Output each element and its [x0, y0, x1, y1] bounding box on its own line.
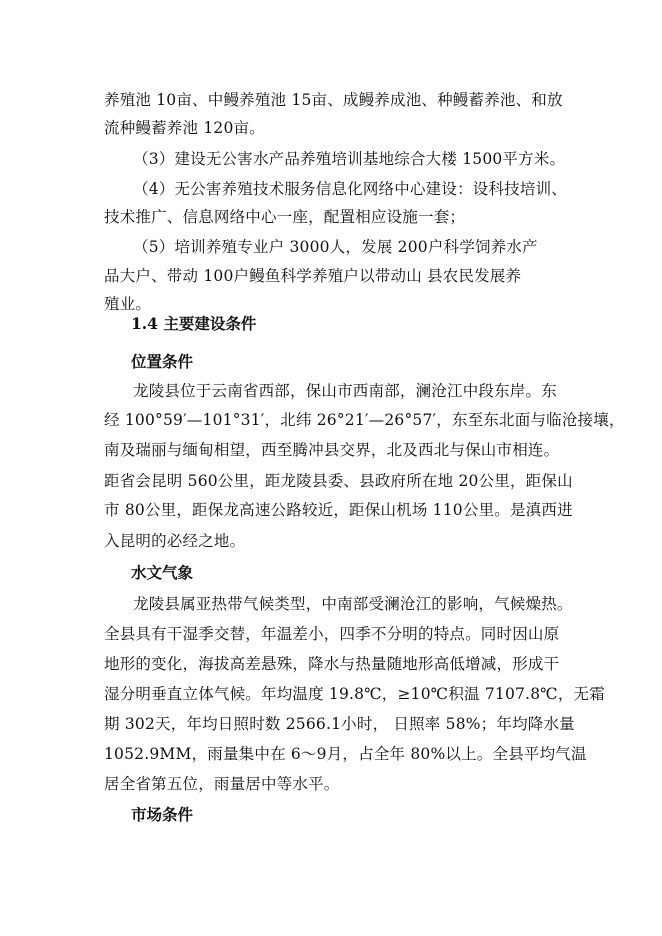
location-line: 市 80公里，距保龙高速公路较近，距保山机场 110公里。是滇西进: [104, 501, 573, 519]
list-item-4: （4）无公害养殖技术服务信息化网络中心建设：设科技培训、: [133, 180, 567, 198]
list-item-5: （5）培训养殖专业户 3000人，发展 200户科学饲养水产: [133, 238, 538, 256]
hydrology-line: 湿分明垂直立体气候。年均温度 19.8℃，≥10℃积温 7107.8℃，无霜: [104, 685, 605, 703]
hydrology-line: 居全省第五位，雨量居中等水平。: [104, 775, 340, 793]
paragraph-line: 殖业。: [104, 295, 152, 313]
location-line: 距省会昆明 560公里，距龙陵县委、县政府所在地 20公里，距保山: [104, 472, 573, 490]
list-item-3: （3）建设无公害水产品养殖培训基地综合大楼 1500平方米。: [133, 150, 566, 168]
location-line: 南及瑞丽与缅甸相望，西至腾冲县交界，北及西北与保山市相连。: [104, 441, 560, 459]
paragraph-line: 流种鳗蓄养池 120亩。: [104, 119, 265, 137]
sub-heading-location: 位置条件: [131, 352, 194, 371]
sub-heading-market: 市场条件: [131, 805, 194, 824]
hydrology-line: 地形的变化，海拔高差悬殊，降水与热量随地形高低增减，形成干: [104, 655, 560, 673]
location-line: 经 100°59′—101°31′，北纬 26°21′—26°57′，东至东北面与临沧接壤，: [104, 411, 625, 429]
location-line: 入昆明的必经之地。: [104, 532, 246, 550]
paragraph-line: 技术推广、信息网络中心一座，配置相应设施一套；: [104, 208, 466, 226]
sub-heading-hydrology: 水文气象: [131, 563, 194, 582]
paragraph-line: 品大户、带动 100户鳗鱼科学养殖户以带动山 县农民发展养: [104, 267, 522, 285]
hydrology-line: 龙陵县属亚热带气候类型，中南部受澜沧江的影响，气候燥热。: [133, 595, 573, 613]
paragraph-line: 养殖池 10亩、中鳗养殖池 15亩、成鳗养成池、种鳗蓄养池、和放: [104, 91, 563, 109]
location-line: 龙陵县位于云南省西部，保山市西南部，澜沧江中段东岸。东: [133, 382, 557, 400]
section-heading: 1.4 主要建设条件: [131, 314, 257, 333]
hydrology-line: 1052.9MM，雨量集中在 6～9月，占全年 80%以上。全县平均气温: [104, 745, 587, 763]
hydrology-line: 期 302天，年均日照时数 2566.1小时， 日照率 58%；年均降水量: [104, 715, 575, 733]
hydrology-line: 全县具有干湿季交替，年温差小，四季不分明的特点。同时因山原: [104, 625, 560, 643]
